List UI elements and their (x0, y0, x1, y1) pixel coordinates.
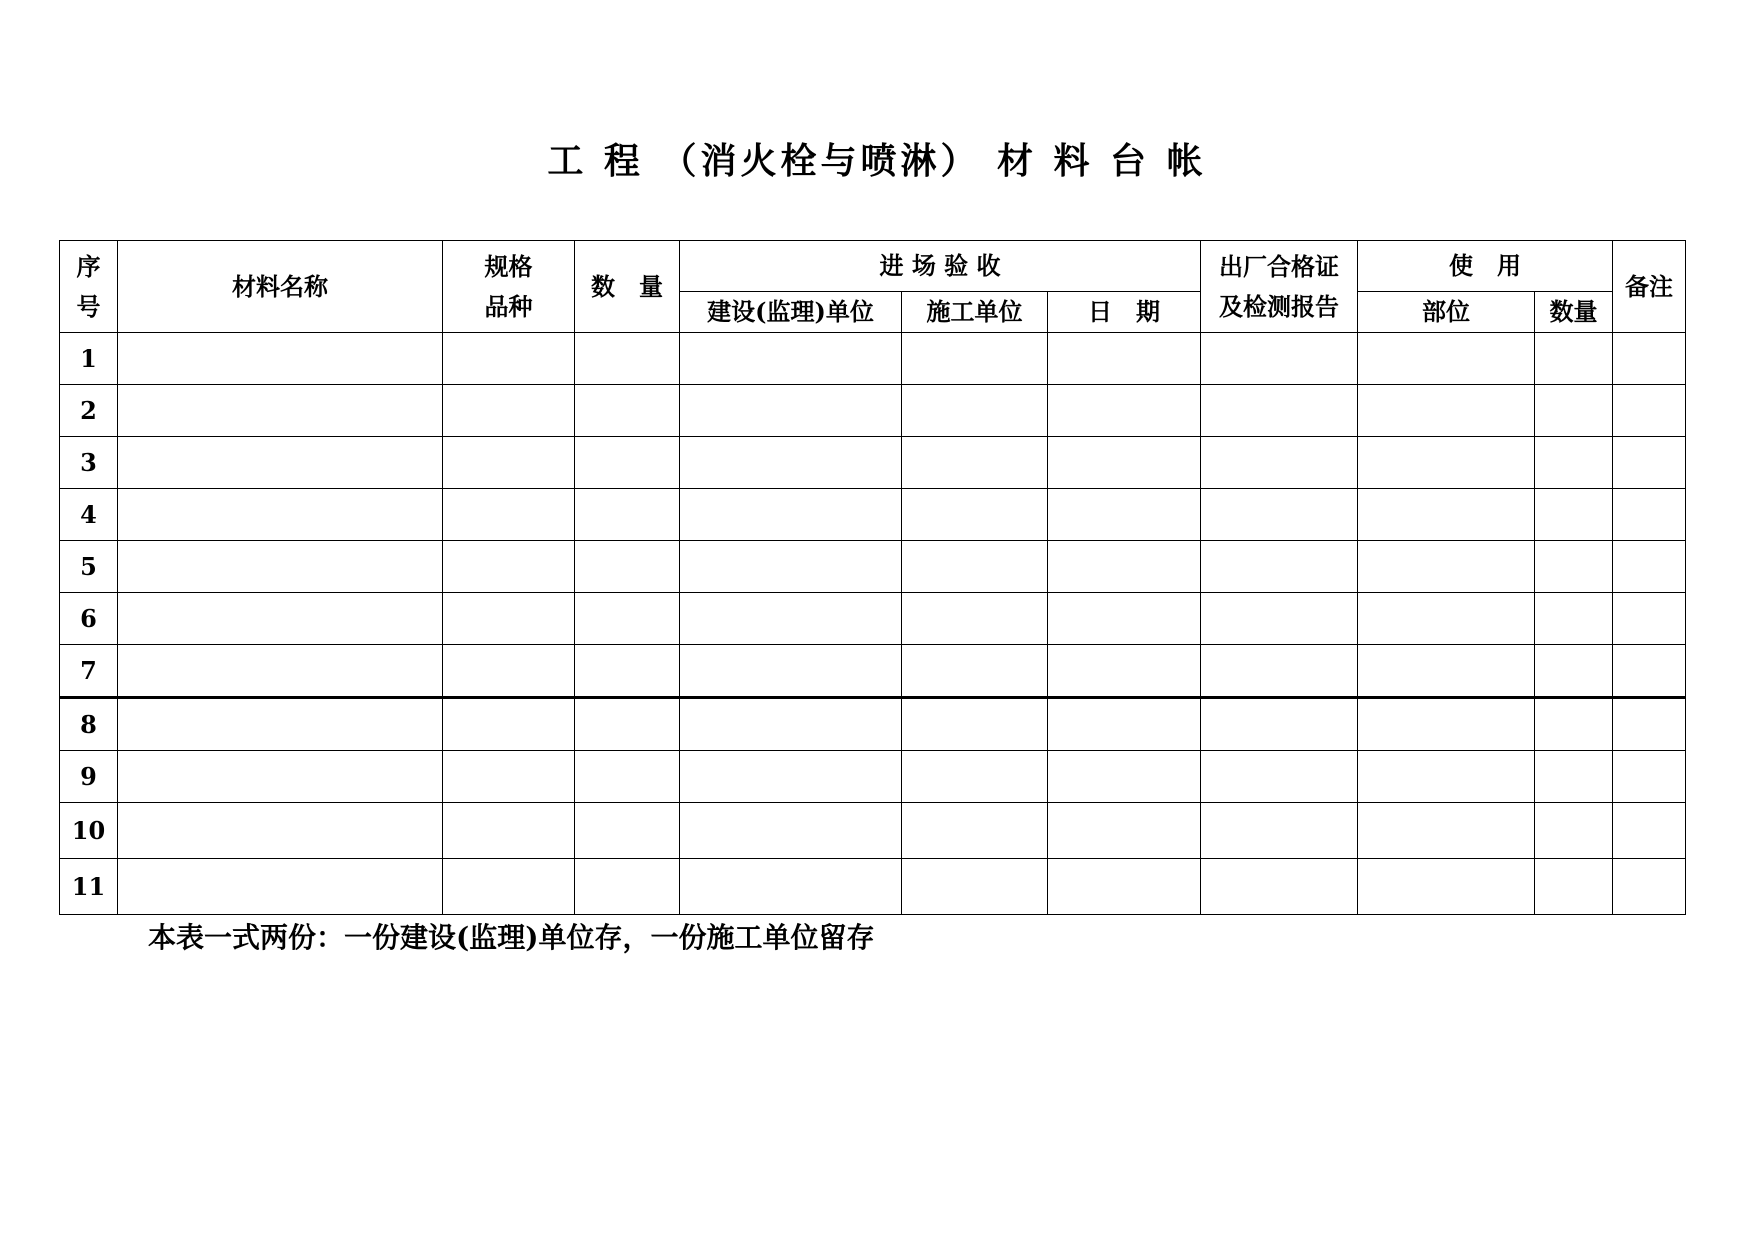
cell-supervisor-unit[interactable] (680, 541, 902, 593)
cell-date[interactable] (1048, 437, 1201, 489)
row-number: 4 (60, 489, 118, 541)
cell-remarks[interactable] (1613, 489, 1686, 541)
cell-supervisor-unit[interactable] (680, 859, 902, 915)
header-seq (60, 241, 118, 333)
cell-usage-quantity[interactable] (1535, 489, 1613, 541)
cell-quantity[interactable] (575, 489, 680, 541)
table-row (60, 333, 1686, 385)
row-number: 3 (60, 437, 118, 489)
cell-usage-quantity[interactable] (1535, 645, 1613, 698)
row-number: 2 (60, 385, 118, 437)
cell-certificate[interactable] (1201, 859, 1358, 915)
cell-certificate[interactable] (1201, 385, 1358, 437)
header-material-name: 材料名称 (118, 241, 443, 333)
cell-certificate[interactable] (1201, 489, 1358, 541)
header-spec (443, 241, 575, 333)
cell-material-name[interactable] (118, 489, 443, 541)
header-cert-line1: 出厂合格证 (1219, 251, 1340, 281)
row-number: 5 (60, 541, 118, 593)
cell-usage-location[interactable] (1358, 489, 1535, 541)
cell-supervisor-unit[interactable] (680, 751, 902, 803)
cell-spec[interactable] (443, 859, 575, 915)
row-number: 11 (60, 859, 118, 915)
cell-quantity[interactable] (575, 437, 680, 489)
table-row (60, 645, 1686, 698)
table-row (60, 803, 1686, 859)
cell-remarks[interactable] (1613, 751, 1686, 803)
cell-usage-location[interactable] (1358, 751, 1535, 803)
cell-date[interactable] (1048, 698, 1201, 751)
cell-usage-quantity[interactable] (1535, 333, 1613, 385)
cell-quantity[interactable] (575, 751, 680, 803)
cell-material-name[interactable] (118, 593, 443, 645)
cell-remarks[interactable] (1613, 859, 1686, 915)
cell-date[interactable] (1048, 859, 1201, 915)
cell-material-name[interactable] (118, 541, 443, 593)
header-seq-line2: 号 (76, 291, 101, 321)
material-ledger-table (59, 240, 1686, 915)
cell-remarks[interactable] (1613, 541, 1686, 593)
cell-date[interactable] (1048, 751, 1201, 803)
row-number: 8 (60, 698, 118, 751)
header-date: 日 期 (1048, 292, 1201, 333)
cell-spec[interactable] (443, 698, 575, 751)
cell-material-name[interactable] (118, 437, 443, 489)
cell-date[interactable] (1048, 489, 1201, 541)
cell-remarks[interactable] (1613, 593, 1686, 645)
cell-spec[interactable] (443, 645, 575, 698)
cell-supervisor-unit[interactable] (680, 333, 902, 385)
cell-construction-unit[interactable] (902, 593, 1048, 645)
table-row (60, 489, 1686, 541)
cell-construction-unit[interactable] (902, 859, 1048, 915)
cell-usage-quantity[interactable] (1535, 698, 1613, 751)
row-number: 6 (60, 593, 118, 645)
cell-supervisor-unit[interactable] (680, 593, 902, 645)
cell-supervisor-unit[interactable] (680, 489, 902, 541)
cell-certificate[interactable] (1201, 751, 1358, 803)
row-number: 9 (60, 751, 118, 803)
cell-supervisor-unit[interactable] (680, 698, 902, 751)
cell-certificate[interactable] (1201, 645, 1358, 698)
table-row (60, 593, 1686, 645)
footnote: 本表一式两份：一份建设(监理)单位存，一份施工单位留存 (148, 921, 875, 954)
header-acceptance: 进 场 验 收 (680, 241, 1201, 292)
cell-quantity[interactable] (575, 541, 680, 593)
cell-date[interactable] (1048, 803, 1201, 859)
cell-material-name[interactable] (118, 859, 443, 915)
cell-date[interactable] (1048, 333, 1201, 385)
header-usage: 使 用 (1358, 241, 1613, 292)
header-supervisor-unit: 建设(监理)单位 (680, 292, 902, 333)
cell-remarks[interactable] (1613, 803, 1686, 859)
header-cert-line2: 及检测报告 (1219, 291, 1340, 321)
page-title: 工 程 （消火栓与喷淋） 材 料 台 帐 (547, 141, 1207, 182)
cell-supervisor-unit[interactable] (680, 645, 902, 698)
cell-quantity[interactable] (575, 645, 680, 698)
cell-material-name[interactable] (118, 645, 443, 698)
cell-date[interactable] (1048, 645, 1201, 698)
cell-quantity[interactable] (575, 803, 680, 859)
cell-quantity[interactable] (575, 698, 680, 751)
header-quantity: 数 量 (575, 241, 680, 333)
cell-usage-location[interactable] (1358, 698, 1535, 751)
cell-construction-unit[interactable] (902, 385, 1048, 437)
header-row (60, 241, 1686, 292)
header-usage-quantity: 数量 (1535, 292, 1613, 333)
cell-remarks[interactable] (1613, 645, 1686, 698)
cell-usage-location[interactable] (1358, 541, 1535, 593)
cell-spec[interactable] (443, 751, 575, 803)
cell-usage-quantity[interactable] (1535, 437, 1613, 489)
cell-construction-unit[interactable] (902, 698, 1048, 751)
cell-date[interactable] (1048, 541, 1201, 593)
cell-quantity[interactable] (575, 859, 680, 915)
cell-spec[interactable] (443, 803, 575, 859)
cell-usage-location[interactable] (1358, 803, 1535, 859)
cell-material-name[interactable] (118, 333, 443, 385)
cell-certificate[interactable] (1201, 333, 1358, 385)
cell-supervisor-unit[interactable] (680, 385, 902, 437)
cell-date[interactable] (1048, 385, 1201, 437)
cell-supervisor-unit[interactable] (680, 803, 902, 859)
cell-construction-unit[interactable] (902, 803, 1048, 859)
cell-remarks[interactable] (1613, 333, 1686, 385)
cell-remarks[interactable] (1613, 385, 1686, 437)
header-seq-line1: 序 (76, 251, 101, 281)
header-usage-location: 部位 (1358, 292, 1535, 333)
table-row (60, 541, 1686, 593)
cell-usage-quantity[interactable] (1535, 859, 1613, 915)
cell-certificate[interactable] (1201, 541, 1358, 593)
cell-remarks[interactable] (1613, 698, 1686, 751)
cell-usage-location[interactable] (1358, 333, 1535, 385)
cell-certificate[interactable] (1201, 593, 1358, 645)
cell-construction-unit[interactable] (902, 645, 1048, 698)
header-spec-line2: 品种 (484, 291, 533, 321)
cell-quantity[interactable] (575, 593, 680, 645)
cell-usage-quantity[interactable] (1535, 803, 1613, 859)
cell-usage-quantity[interactable] (1535, 751, 1613, 803)
header-certificate (1201, 241, 1358, 333)
cell-usage-quantity[interactable] (1535, 593, 1613, 645)
row-number: 7 (60, 645, 118, 698)
cell-usage-quantity[interactable] (1535, 541, 1613, 593)
cell-remarks[interactable] (1613, 437, 1686, 489)
cell-construction-unit[interactable] (902, 489, 1048, 541)
cell-spec[interactable] (443, 541, 575, 593)
cell-spec[interactable] (443, 437, 575, 489)
cell-certificate[interactable] (1201, 437, 1358, 489)
cell-spec[interactable] (443, 593, 575, 645)
cell-material-name[interactable] (118, 385, 443, 437)
cell-quantity[interactable] (575, 333, 680, 385)
cell-material-name[interactable] (118, 698, 443, 751)
cell-construction-unit[interactable] (902, 751, 1048, 803)
row-number: 10 (60, 803, 118, 859)
cell-material-name[interactable] (118, 751, 443, 803)
table-row (60, 437, 1686, 489)
cell-usage-location[interactable] (1358, 593, 1535, 645)
cell-construction-unit[interactable] (902, 541, 1048, 593)
row-number: 1 (60, 333, 118, 385)
header-construction-unit: 施工单位 (902, 292, 1048, 333)
cell-quantity[interactable] (575, 385, 680, 437)
table-row (60, 698, 1686, 751)
cell-construction-unit[interactable] (902, 437, 1048, 489)
cell-usage-location[interactable] (1358, 859, 1535, 915)
cell-certificate[interactable] (1201, 803, 1358, 859)
table-row (60, 859, 1686, 915)
cell-spec[interactable] (443, 489, 575, 541)
header-spec-line1: 规格 (484, 251, 533, 281)
cell-construction-unit[interactable] (902, 333, 1048, 385)
cell-certificate[interactable] (1201, 698, 1358, 751)
table-row (60, 751, 1686, 803)
cell-supervisor-unit[interactable] (680, 437, 902, 489)
cell-date[interactable] (1048, 593, 1201, 645)
cell-spec[interactable] (443, 385, 575, 437)
table-row (60, 385, 1686, 437)
header-remarks: 备注 (1613, 241, 1686, 333)
cell-spec[interactable] (443, 333, 575, 385)
cell-usage-location[interactable] (1358, 385, 1535, 437)
cell-usage-location[interactable] (1358, 437, 1535, 489)
cell-material-name[interactable] (118, 803, 443, 859)
cell-usage-quantity[interactable] (1535, 385, 1613, 437)
cell-usage-location[interactable] (1358, 645, 1535, 698)
